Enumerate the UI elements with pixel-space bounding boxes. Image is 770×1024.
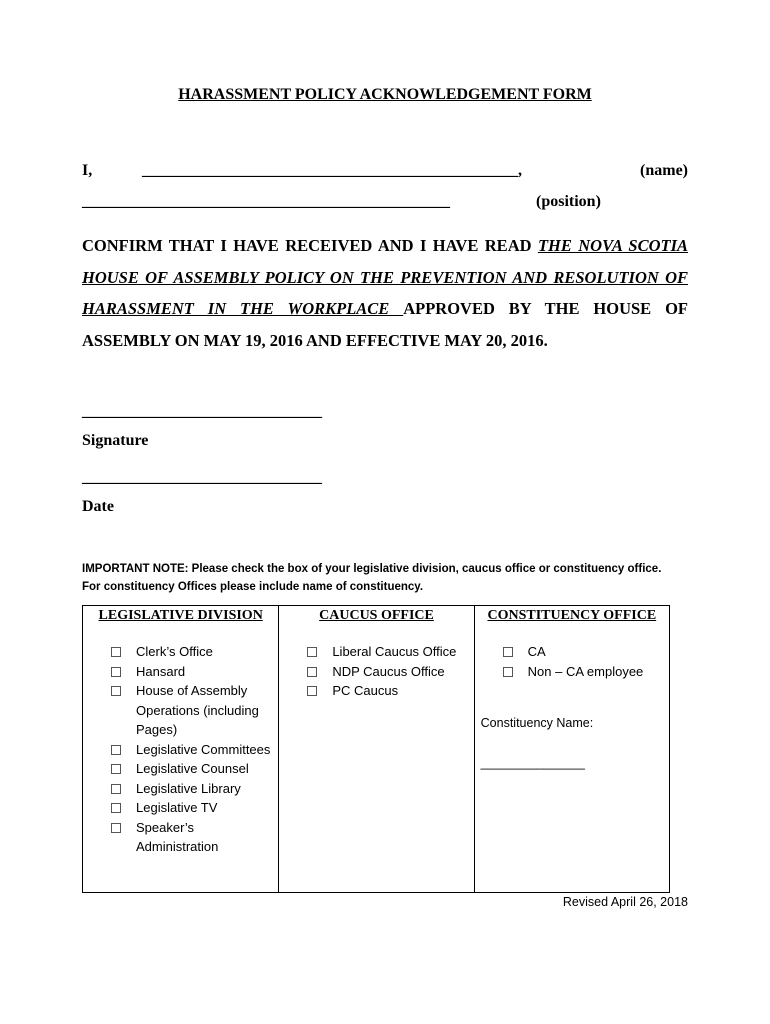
confirm-text-part1: CONFIRM THAT I HAVE RECEIVED AND I HAVE READ xyxy=(82,236,538,255)
name-prefix: I, xyxy=(82,162,93,179)
option-ndp-caucus[interactable]: NDP Caucus Office xyxy=(279,662,473,682)
position-blank[interactable]: ______________________________________________ xyxy=(82,193,450,210)
checkbox[interactable] xyxy=(307,647,317,657)
checkbox[interactable] xyxy=(307,667,317,677)
caucus-options-list xyxy=(279,642,473,701)
option-ca[interactable]: CA xyxy=(475,642,669,662)
option-speakers-administration[interactable]: Speaker’s Administration xyxy=(83,818,278,857)
signature-line[interactable]: ______________________________ xyxy=(82,403,322,420)
checkbox[interactable] xyxy=(111,745,121,755)
constituency-office-column xyxy=(474,606,669,892)
constituency-name-label: Constituency Name: xyxy=(480,716,594,730)
option-pc-caucus[interactable]: PC Caucus xyxy=(279,681,473,701)
option-house-operations[interactable]: House of Assembly Operations (including Pages) xyxy=(83,681,278,740)
option-hansard[interactable]: Hansard xyxy=(83,662,278,682)
option-legislative-tv[interactable]: Legislative TV xyxy=(83,798,278,818)
checkbox[interactable] xyxy=(307,686,317,696)
option-legislative-library[interactable]: Legislative Library xyxy=(83,779,278,799)
legislative-options-list xyxy=(83,642,278,857)
constituency-name-field[interactable]: _______________ xyxy=(480,756,585,770)
signature-label: Signature xyxy=(82,432,149,449)
name-label: (name) xyxy=(640,162,688,179)
option-non-ca-employee[interactable]: Non – CA employee xyxy=(475,662,669,682)
office-selection-table xyxy=(82,605,670,893)
legislative-division-column xyxy=(83,606,278,892)
note-line-1: IMPORTANT NOTE: Please check the box of your legislative division, caucus office or constituency office. xyxy=(82,563,662,575)
policy-title: THE NOVA SCOTIA HOUSE OF ASSEMBLY POLICY ON THE PREVENTION AND RESOLUTION OF HARASSMENT IN THE WORKPLACE xyxy=(82,236,688,318)
checkbox[interactable] xyxy=(111,764,121,774)
confirm-text-part2: APPROVED BY THE HOUSE OF ASSEMBLY ON MAY 19, 2016 AND EFFECTIVE MAY 20, 2016. xyxy=(82,299,688,350)
name-blank[interactable]: _______________________________________________, xyxy=(142,162,522,179)
checkbox[interactable] xyxy=(503,647,513,657)
important-note xyxy=(82,560,702,596)
checkbox[interactable] xyxy=(111,647,121,657)
option-clerks-office[interactable]: Clerk’s Office xyxy=(83,642,278,662)
option-liberal-caucus[interactable]: Liberal Caucus Office xyxy=(279,642,473,662)
revision-date: Revised April 26, 2018 xyxy=(562,895,688,909)
position-label: (position) xyxy=(536,193,601,210)
option-legislative-committees[interactable]: Legislative Committees xyxy=(83,740,278,760)
caucus-office-column xyxy=(278,606,473,892)
date-line[interactable]: ______________________________ xyxy=(82,469,322,486)
form-title: HARASSMENT POLICY ACKNOWLEDGEMENT FORM xyxy=(178,86,592,103)
date-label: Date xyxy=(82,498,114,515)
checkbox[interactable] xyxy=(111,686,121,696)
constituency-office-heading: CONSTITUENCY OFFICE xyxy=(487,608,657,623)
checkbox[interactable] xyxy=(111,667,121,677)
note-line-2: For constituency Offices please include name of constituency. xyxy=(82,581,424,593)
checkbox[interactable] xyxy=(503,667,513,677)
option-legislative-counsel[interactable]: Legislative Counsel xyxy=(83,759,278,779)
constituency-options-list xyxy=(475,642,669,681)
checkbox[interactable] xyxy=(111,803,121,813)
caucus-office-heading: CAUCUS OFFICE xyxy=(319,608,434,623)
checkbox[interactable] xyxy=(111,823,121,833)
confirmation-statement xyxy=(82,230,688,356)
checkbox[interactable] xyxy=(111,784,121,794)
legislative-division-heading: LEGISLATIVE DIVISION xyxy=(98,608,263,623)
